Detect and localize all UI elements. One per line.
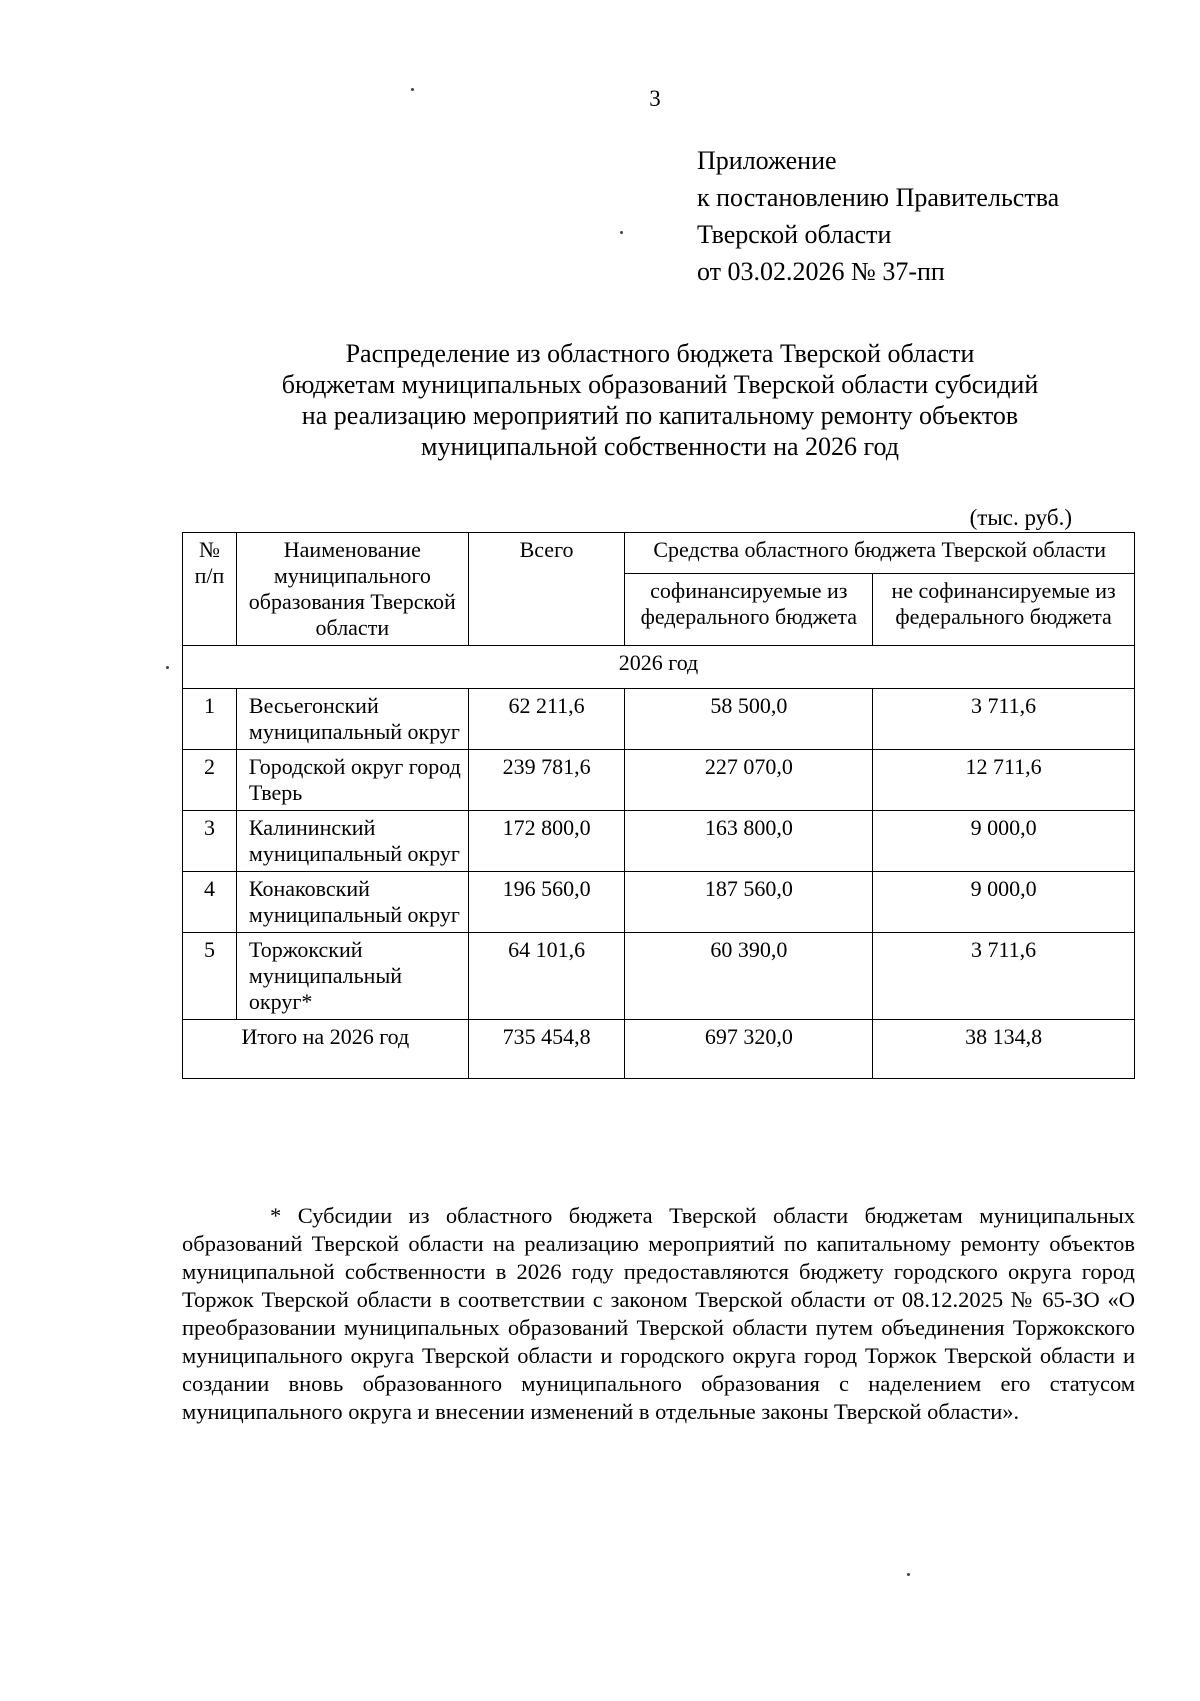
row-total: 64 101,6 bbox=[468, 933, 625, 1020]
row-not-cofinanced: 12 711,6 bbox=[873, 750, 1135, 811]
header-name: Наименование муниципального образования Тверской области bbox=[236, 533, 468, 646]
header-num: № п/п bbox=[183, 533, 237, 646]
scan-speck bbox=[620, 231, 623, 234]
row-name: Конаковский муниципальный округ bbox=[236, 872, 468, 933]
appendix-block bbox=[697, 142, 1059, 290]
row-name: Весьегонский муниципальный округ bbox=[236, 689, 468, 750]
row-total: 196 560,0 bbox=[468, 872, 625, 933]
row-cofinanced: 163 800,0 bbox=[625, 811, 873, 872]
page-number: 3 bbox=[649, 86, 661, 111]
table-row bbox=[183, 811, 1135, 872]
appendix-line: Приложение bbox=[697, 146, 837, 175]
table-row bbox=[183, 750, 1135, 811]
row-num: 1 bbox=[183, 689, 237, 750]
year-row bbox=[183, 646, 1135, 689]
title-line: муниципальной собственности на 2026 год bbox=[420, 432, 900, 461]
footnote: * Субсидии из областного бюджета Тверской области бюджетам муниципальных образований Тверской области на реализацию мероприятий по капитальному ремонту объектов муниципальной собственности в 2026 году предоставляются бюджету городского округа город Торжок Тверской области в соответствии с законом Тверской области от 08.12.2025 № 65-ЗО «О преобразовании муниципальных образований Тверской области путем объединения Торжокского муниципального округа Тверской области и городского округа город Торжок Тверской области и создании вновь образованного муниципального образования с наделением его статусом муниципального округа и внесении изменений в отдельные законы Тверской области». bbox=[182, 1203, 1135, 1424]
table-row bbox=[183, 933, 1135, 1020]
row-cofinanced: 60 390,0 bbox=[625, 933, 873, 1020]
appendix-line: от 03.02.2026 № 37-пп bbox=[697, 257, 945, 286]
table-row bbox=[183, 689, 1135, 750]
document-title bbox=[160, 338, 1160, 462]
row-not-cofinanced: 3 711,6 bbox=[873, 933, 1135, 1020]
row-name: Торжокский муниципальный округ* bbox=[236, 933, 468, 1020]
total-row bbox=[183, 1020, 1135, 1079]
header-total: Всего bbox=[468, 533, 625, 646]
row-num: 5 bbox=[183, 933, 237, 1020]
total-sum: 735 454,8 bbox=[468, 1020, 625, 1079]
year-label: 2026 год bbox=[183, 646, 1135, 689]
row-not-cofinanced: 9 000,0 bbox=[873, 811, 1135, 872]
row-not-cofinanced: 9 000,0 bbox=[873, 872, 1135, 933]
row-num: 4 bbox=[183, 872, 237, 933]
title-line: бюджетам муниципальных образований Тверской области субсидий bbox=[281, 370, 1039, 399]
row-num: 3 bbox=[183, 811, 237, 872]
row-not-cofinanced: 3 711,6 bbox=[873, 689, 1135, 750]
row-name: Городской округ город Тверь bbox=[236, 750, 468, 811]
header-not-cofinanced: не софинансируемые из федерального бюджета bbox=[873, 574, 1135, 646]
scan-speck bbox=[166, 666, 169, 669]
scan-speck bbox=[907, 1573, 910, 1576]
total-cofinanced: 697 320,0 bbox=[625, 1020, 873, 1079]
row-cofinanced: 227 070,0 bbox=[625, 750, 873, 811]
budget-table bbox=[182, 532, 1135, 1079]
unit-label: (тыс. руб.) bbox=[969, 505, 1072, 530]
row-total: 62 211,6 bbox=[468, 689, 625, 750]
appendix-line: к постановлению Правительства bbox=[697, 183, 1060, 212]
row-cofinanced: 58 500,0 bbox=[625, 689, 873, 750]
header-regional: Средства областного бюджета Тверской области bbox=[625, 533, 1135, 574]
header-cofinanced: софинансируемые из федерального бюджета bbox=[625, 574, 873, 646]
title-line: Распределение из областного бюджета Тверской области bbox=[345, 339, 975, 368]
row-num: 2 bbox=[183, 750, 237, 811]
total-not-cofinanced: 38 134,8 bbox=[873, 1020, 1135, 1079]
row-total: 172 800,0 bbox=[468, 811, 625, 872]
total-label: Итого на 2026 год bbox=[183, 1020, 469, 1079]
row-cofinanced: 187 560,0 bbox=[625, 872, 873, 933]
title-line: на реализацию мероприятий по капитальному ремонту объектов bbox=[301, 401, 1019, 430]
row-total: 239 781,6 bbox=[468, 750, 625, 811]
scan-speck bbox=[411, 88, 414, 91]
appendix-line: Тверской области bbox=[697, 220, 892, 249]
row-name: Калининский муниципальный округ bbox=[236, 811, 468, 872]
table-row bbox=[183, 872, 1135, 933]
table-header-row bbox=[183, 533, 1135, 574]
